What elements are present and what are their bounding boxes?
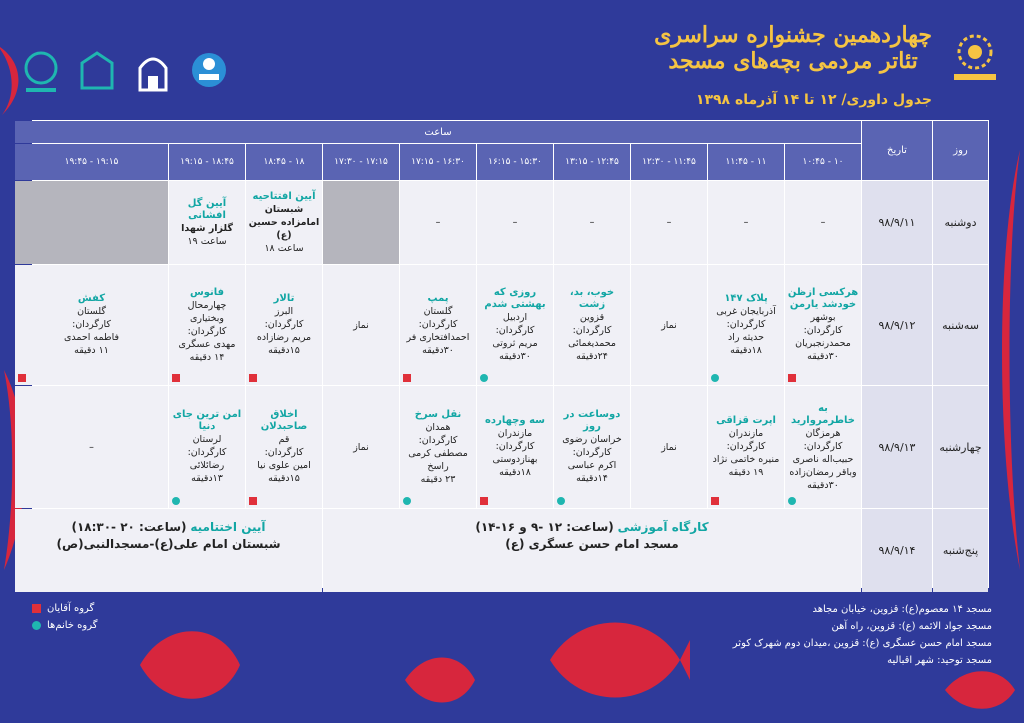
empty-cell: – (785, 181, 861, 264)
event-line: ۱۸دقیقه (499, 467, 531, 478)
event-title: آیین افتتاحیه (252, 190, 316, 202)
event-line: کارگردان: (803, 440, 843, 452)
event-title: به خاطرمروارید (791, 402, 855, 426)
sponsor-logo-icon (20, 48, 62, 98)
sponsor-logo-icon (188, 48, 230, 98)
event-line: مریم رضازاده (256, 332, 312, 343)
event-line: آذربایجان غربی (716, 306, 776, 317)
teal-circle-icon (32, 621, 41, 630)
address-line: مسجد جواد الائمه (ع): قزوین، راه آهن (831, 621, 992, 632)
women-group-marker (711, 374, 719, 382)
prayer-cell: نماز (631, 265, 707, 385)
event-cell (554, 265, 630, 385)
day-cell: سه‌شنبه (933, 265, 988, 385)
event-line: قزوین (579, 312, 605, 323)
event-line: کارگردان: (418, 434, 458, 446)
break-cell (15, 181, 168, 264)
event-line: لرستان (192, 434, 222, 445)
sponsor-logos (20, 48, 230, 98)
event-line: ساعت ۱۹ (187, 235, 227, 247)
event-line: کارگردان: (495, 325, 535, 336)
empty-cell: – (400, 181, 476, 264)
fish-decoration-icon (540, 600, 690, 720)
festival-title (654, 22, 932, 74)
day-cell: چهارشنبه (933, 386, 988, 508)
event-line: مصطفی کرمی (408, 447, 468, 459)
event-cell (246, 386, 322, 508)
event-cell (169, 386, 245, 508)
men-group-marker (403, 374, 411, 382)
festival-title-line1: چهاردهمین جشنواره سراسری (654, 22, 932, 48)
women-group-marker (172, 497, 180, 505)
event-line: کارگردان: (572, 325, 612, 336)
event-line: قم (278, 434, 290, 445)
event-cell (477, 265, 553, 385)
address-line: مسجد امام حسن عسگری (ع): قزوین ،میدان دوم شهرک کوثر (732, 638, 992, 649)
sponsor-logo-icon (132, 48, 174, 98)
men-group-marker (249, 497, 257, 505)
event-line: کارگردان: (264, 447, 304, 458)
prayer-cell: نماز (323, 265, 399, 385)
venue-addresses (733, 601, 992, 669)
event-line: خراسان رضوی (562, 434, 622, 445)
legend-women (32, 620, 98, 631)
event-line: مازندران (728, 428, 764, 439)
sponsor-logo-icon (76, 48, 118, 98)
event-title: پمپ (427, 293, 449, 304)
event-line: البرز (274, 306, 294, 317)
time-slot: ۱۱:۴۵ - ۱۲:۳۰ (631, 144, 707, 180)
event-cell (169, 265, 245, 385)
event-line: مریم ثروتی (492, 338, 538, 349)
event-title: کفش (77, 293, 106, 304)
event-title: سه وچهارده (485, 415, 545, 426)
closing-time: (ساعت: ۲۰ -۱۸:۳۰) (71, 520, 187, 534)
fish-decoration-icon (400, 640, 480, 720)
event-line: ۱۴دقیقه (576, 473, 608, 484)
schedule-subtitle: جدول داوری/ ۱۲ تا ۱۴ آذرماه ۱۳۹۸ (695, 92, 932, 108)
fish-decoration-icon (130, 610, 250, 720)
event-cell (246, 181, 322, 264)
closing-title: آیین اختتامیه (190, 520, 266, 534)
event-line: ۱۱ دقیقه (74, 345, 109, 356)
legend-women-label: گروه خانم‌ها (47, 620, 98, 631)
event-line: کارگردان: (572, 447, 612, 458)
event-line: ۳۰دقیقه (807, 479, 839, 491)
event-line: رضائلائی (189, 460, 225, 471)
prayer-cell: نماز (631, 386, 707, 508)
event-line: هرمزگان (805, 427, 841, 439)
day-cell: پنج‌شنبه (933, 509, 988, 592)
event-line: محمدیغمائی (568, 338, 616, 349)
men-group-marker (18, 374, 26, 382)
event-cell (169, 181, 245, 264)
schedule-table (32, 120, 989, 588)
time-slot: ۱۲:۴۵ - ۱۳:۱۵ (554, 144, 630, 180)
event-line: کارگردان: (726, 441, 766, 452)
men-group-marker (249, 374, 257, 382)
event-cell (246, 265, 322, 385)
date-cell: ۹۸/۹/۱۳ (862, 386, 932, 508)
event-cell (708, 386, 784, 508)
day-cell: دوشنبه (933, 181, 988, 264)
workshop-time: (ساعت: ۱۲ -۹ و ۱۶-۱۴) (475, 520, 614, 534)
event-line: همدان (425, 421, 451, 433)
time-slot: ۱۶:۳۰ - ۱۷:۱۵ (400, 144, 476, 180)
event-title: اپرت قزاقی (716, 415, 776, 426)
empty-cell: – (477, 181, 553, 264)
event-title: آیین گل افشانی (187, 197, 227, 221)
women-group-marker (403, 497, 411, 505)
event-line: ۳۰دقیقه (422, 345, 454, 356)
fish-decoration-icon (996, 150, 1024, 570)
event-line: بهنازدوستی (492, 454, 538, 465)
event-line: کارگردان: (803, 325, 843, 336)
workshop-cell (323, 509, 861, 592)
event-line: منیره خاتمی نژاد (712, 454, 780, 465)
date-cell: ۹۸/۹/۱۴ (862, 509, 932, 592)
workshop-place: مسجد امام حسن عسگری (ع) (505, 537, 679, 551)
time-slot: ۱۷:۱۵ - ۱۷:۳۰ (323, 144, 399, 180)
event-line: ۲۳ دقیقه (420, 473, 456, 485)
event-line: کارگردان: (72, 319, 111, 330)
event-line: مهدی عسگری (178, 338, 236, 350)
event-line: چهارمحال (187, 299, 227, 311)
women-group-marker (557, 497, 565, 505)
event-cell (785, 386, 861, 508)
event-line: گلزار شهدا (181, 222, 233, 234)
time-slot: ۱۸ - ۱۸:۴۵ (246, 144, 322, 180)
event-line: مازندران (497, 428, 533, 439)
empty-cell: – (631, 181, 707, 264)
men-group-marker (480, 497, 488, 505)
event-line: گلستان (423, 306, 453, 317)
festival-title-line2: تئاتر مردمی بچه‌های مسجد (668, 48, 918, 74)
event-title: روزی که بهشتی شدم (484, 287, 546, 310)
event-line: گلستان (77, 306, 106, 317)
men-group-marker (711, 497, 719, 505)
event-title: امن ترین جای دنیا (172, 409, 242, 432)
event-line: ۱۸دقیقه (730, 345, 762, 356)
empty-cell: – (15, 386, 168, 508)
header-date: تاریخ (862, 121, 932, 180)
event-line: ۱۵دقیقه (268, 473, 300, 484)
date-cell: ۹۸/۹/۱۲ (862, 265, 932, 385)
closing-place: شبستان امام علی(ع)-مسجدالنبی(ص) (56, 537, 281, 551)
time-slot: ۱۰ - ۱۰:۴۵ (785, 144, 861, 180)
event-title: پلاک ۱۴۷ (724, 293, 768, 304)
women-group-marker (480, 374, 488, 382)
event-line: ۳۰دقیقه (499, 351, 531, 362)
address-line: مسجد ۱۴ معصوم(ع): قزوین، خیابان مجاهد (812, 604, 992, 615)
men-group-marker (172, 374, 180, 382)
red-square-icon (32, 604, 41, 613)
women-group-marker (788, 497, 796, 505)
event-title: تالار (273, 293, 295, 304)
event-line: وبختیاری (190, 312, 225, 324)
event-line: امامزاده حسین (ع) (248, 216, 320, 241)
time-slot: ۱۹:۱۵ - ۱۹:۴۵ (15, 144, 168, 180)
legend-men (32, 603, 98, 614)
event-line: اردبیل (502, 312, 528, 323)
event-line: شبستان (264, 203, 304, 215)
workshop-title: کارگاه آموزشی (617, 520, 709, 534)
event-line: احمدافتخاری فر (406, 332, 470, 343)
fish-decoration-icon (940, 660, 1020, 720)
event-line: ۱۵دقیقه (268, 345, 300, 356)
empty-cell: – (554, 181, 630, 264)
event-cell (785, 265, 861, 385)
event-line: ۳۰دقیقه (807, 351, 839, 362)
event-cell (554, 386, 630, 508)
time-slot: ۱۸:۴۵ - ۱۹:۱۵ (169, 144, 245, 180)
event-line: کارگردان: (264, 319, 304, 330)
event-line: ۱۹ دقیقه (728, 467, 764, 478)
event-line: کارگردان: (187, 325, 227, 337)
event-cell (708, 265, 784, 385)
header-day: روز (933, 121, 988, 180)
break-cell (323, 181, 399, 264)
header-time: ساعت (15, 121, 861, 143)
event-title: نقل سرخ (414, 408, 462, 420)
event-line: ۲۴دقیقه (576, 351, 608, 362)
closing-ceremony-cell (15, 509, 322, 592)
event-cell (400, 386, 476, 508)
event-title: فانوس (189, 286, 225, 298)
event-line: بوشهر (810, 312, 836, 323)
event-line: کارگردان: (726, 319, 766, 330)
event-line: حدیثه راد (728, 332, 764, 343)
event-line: ۱۳دقیقه (191, 473, 223, 484)
event-line: ساعت ۱۸ (264, 242, 304, 254)
legend-men-label: گروه آقایان (47, 603, 95, 614)
event-line: راسخ (427, 460, 449, 472)
event-title: خوب، بد، زشت (569, 287, 615, 310)
event-line: امین علوی نیا (257, 460, 311, 471)
event-title: اخلاق صاحبدلان (260, 409, 308, 432)
event-title: دوساعت در روز (563, 409, 621, 432)
festival-logo-icon (944, 28, 1006, 90)
event-line: اکرم عباسی (567, 460, 617, 471)
men-group-marker (788, 374, 796, 382)
event-line: ۱۴ دقیقه (189, 351, 225, 363)
event-cell (400, 265, 476, 385)
event-line: وباقر رمضان‌زاده (789, 466, 857, 478)
legend (32, 603, 98, 637)
event-line: فاطمه احمدی (63, 332, 120, 343)
event-line: کارگردان: (187, 447, 227, 458)
event-line: حبیب‌اله ناصری (792, 453, 854, 465)
address-line: مسجد توحید: شهر اقبالیه (887, 655, 992, 666)
event-line: کارگردان: (495, 441, 535, 452)
prayer-cell: نماز (323, 386, 399, 508)
event-cell (15, 265, 168, 385)
event-title: هرکسی ازظن خودشد یارمن (787, 287, 859, 310)
event-line: محمدرنجبریان (795, 338, 851, 349)
event-line: کارگردان: (418, 319, 458, 330)
empty-cell: – (708, 181, 784, 264)
time-slot: ۱۵:۳۰ - ۱۶:۱۵ (477, 144, 553, 180)
time-slot: ۱۱ - ۱۱:۴۵ (708, 144, 784, 180)
date-cell: ۹۸/۹/۱۱ (862, 181, 932, 264)
event-cell (477, 386, 553, 508)
